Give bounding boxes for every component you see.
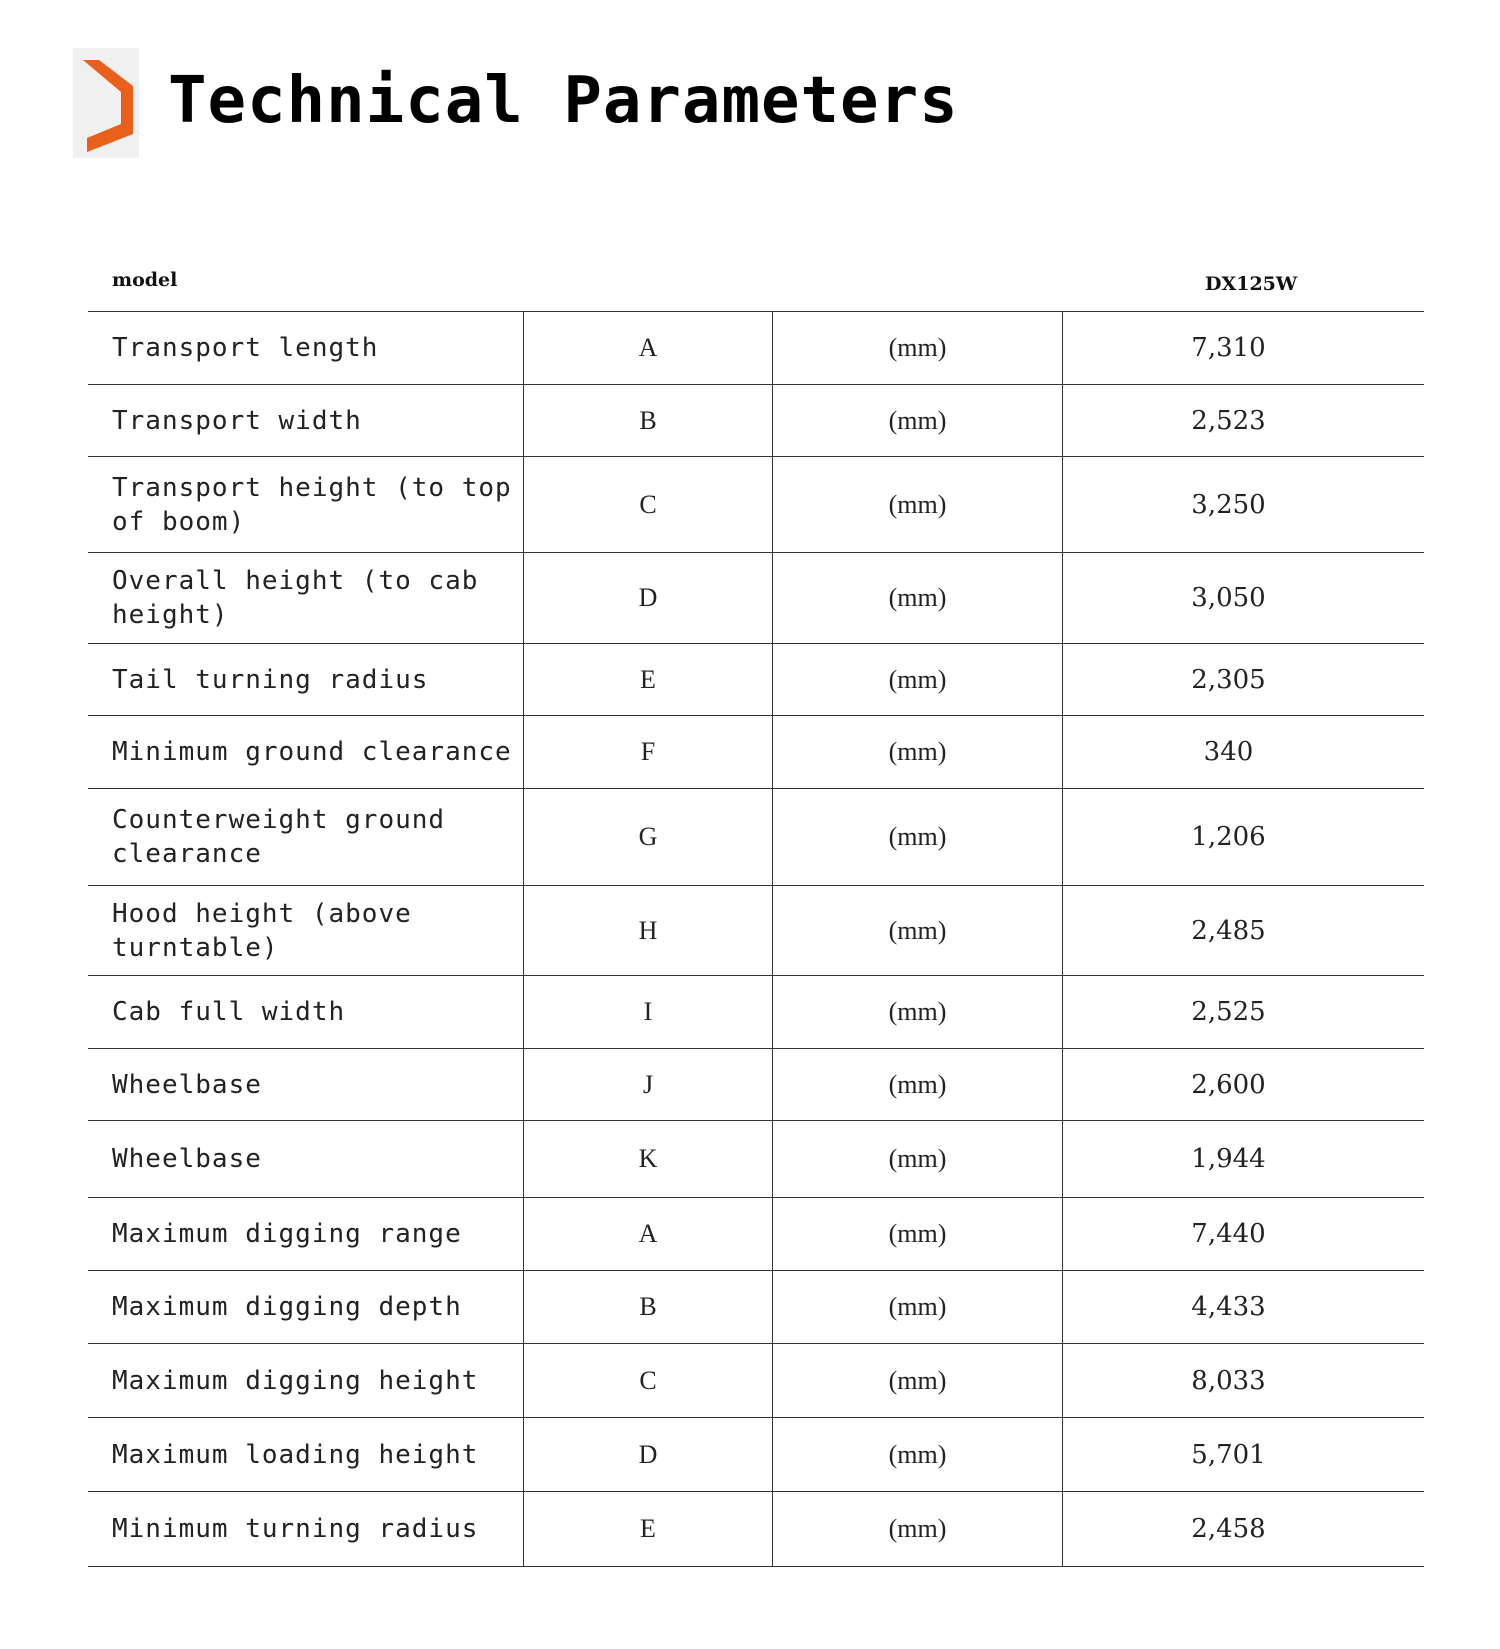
parameter-value: 2,523 [1191, 405, 1266, 436]
parameter-value: 7,310 [1191, 333, 1266, 363]
parameter-code: G [524, 789, 773, 886]
parameter-unit: (mm) [773, 1344, 1063, 1418]
parameter-code: C [524, 457, 773, 553]
table-row [88, 1121, 1424, 1198]
parameter-code: A [524, 312, 773, 385]
parameter-name: Transport width [88, 385, 524, 457]
parameter-value: 5,701 [1191, 1439, 1266, 1470]
parameter-name: Maximum digging range [88, 1198, 524, 1271]
parameters-table [88, 311, 1424, 1567]
parameter-name: Wheelbase [88, 1049, 524, 1121]
parameter-name: Counterweight ground clearance [88, 789, 524, 886]
parameter-value: 2,525 [1191, 997, 1266, 1027]
parameter-value: 7,440 [1191, 1219, 1266, 1249]
table-row [88, 553, 1424, 644]
parameter-code: C [524, 1344, 773, 1418]
parameter-code: F [524, 716, 773, 789]
parameter-unit: (mm) [773, 716, 1063, 789]
parameter-value: 3,050 [1191, 583, 1266, 613]
table-row [88, 644, 1424, 716]
table-row [88, 1344, 1424, 1418]
parameter-unit: (mm) [773, 457, 1063, 553]
parameter-unit: (mm) [773, 385, 1063, 457]
parameter-code: E [524, 1492, 773, 1567]
table-row [88, 1418, 1424, 1492]
parameter-value: 1,944 [1191, 1144, 1266, 1174]
table-row [88, 457, 1424, 553]
table-row [88, 385, 1424, 457]
parameter-value: 2,485 [1191, 915, 1266, 946]
table-row [88, 1049, 1424, 1121]
model-header [88, 265, 1424, 311]
parameter-code: D [524, 1418, 773, 1492]
parameter-unit: (mm) [773, 1198, 1063, 1271]
parameter-unit: (mm) [773, 1271, 1063, 1344]
table-row [88, 1198, 1424, 1271]
parameter-name: Wheelbase [88, 1121, 524, 1198]
parameter-name: Hood height (above turntable) [88, 886, 524, 976]
chevron-logo-icon [73, 48, 139, 158]
model-value: DX125W [1205, 273, 1298, 295]
parameter-name: Transport length [88, 312, 524, 385]
page-title: Technical Parameters [168, 64, 959, 138]
parameter-code: I [524, 976, 773, 1049]
parameter-code: K [524, 1121, 773, 1198]
parameter-unit: (mm) [773, 976, 1063, 1049]
parameter-name: Transport height (to top of boom) [88, 457, 524, 553]
parameter-unit: (mm) [773, 312, 1063, 385]
parameter-unit: (mm) [773, 1418, 1063, 1492]
parameter-name: Minimum ground clearance [88, 716, 524, 789]
parameter-unit: (mm) [773, 1492, 1063, 1567]
parameter-unit: (mm) [773, 789, 1063, 886]
parameter-code: A [524, 1198, 773, 1271]
parameter-value: 2,305 [1191, 664, 1266, 695]
parameter-unit: (mm) [773, 886, 1063, 976]
parameter-value: 8,033 [1191, 1365, 1266, 1396]
parameter-value: 3,250 [1191, 489, 1266, 520]
table-row [88, 1492, 1424, 1567]
parameter-code: D [524, 553, 773, 644]
parameter-name: Maximum digging depth [88, 1271, 524, 1344]
parameter-code: J [524, 1049, 773, 1121]
parameter-code: E [524, 644, 773, 716]
table-row [88, 1271, 1424, 1344]
parameter-value: 1,206 [1191, 822, 1266, 852]
model-label: model [112, 269, 178, 291]
logo-chevron-shape [83, 60, 133, 152]
parameter-code: B [524, 385, 773, 457]
table-row [88, 886, 1424, 976]
table-row [88, 976, 1424, 1049]
parameter-name: Tail turning radius [88, 644, 524, 716]
parameter-name: Maximum digging height [88, 1344, 524, 1418]
parameter-unit: (mm) [773, 644, 1063, 716]
table-row [88, 716, 1424, 789]
parameter-value: 340 [1203, 737, 1254, 767]
parameter-name: Maximum loading height [88, 1418, 524, 1492]
parameter-code: B [524, 1271, 773, 1344]
parameter-code: H [524, 886, 773, 976]
parameter-value: 4,433 [1191, 1292, 1266, 1322]
parameter-unit: (mm) [773, 553, 1063, 644]
parameters-table-body [88, 312, 1424, 1567]
table-row [88, 789, 1424, 886]
parameter-name: Overall height (to cab height) [88, 553, 524, 644]
parameter-value: 2,600 [1191, 1069, 1266, 1100]
parameter-name: Minimum turning radius [88, 1492, 524, 1567]
brand-logo [73, 48, 139, 158]
parameter-name: Cab full width [88, 976, 524, 1049]
parameter-value: 2,458 [1191, 1514, 1266, 1544]
parameter-unit: (mm) [773, 1121, 1063, 1198]
table-row [88, 312, 1424, 385]
parameter-unit: (mm) [773, 1049, 1063, 1121]
